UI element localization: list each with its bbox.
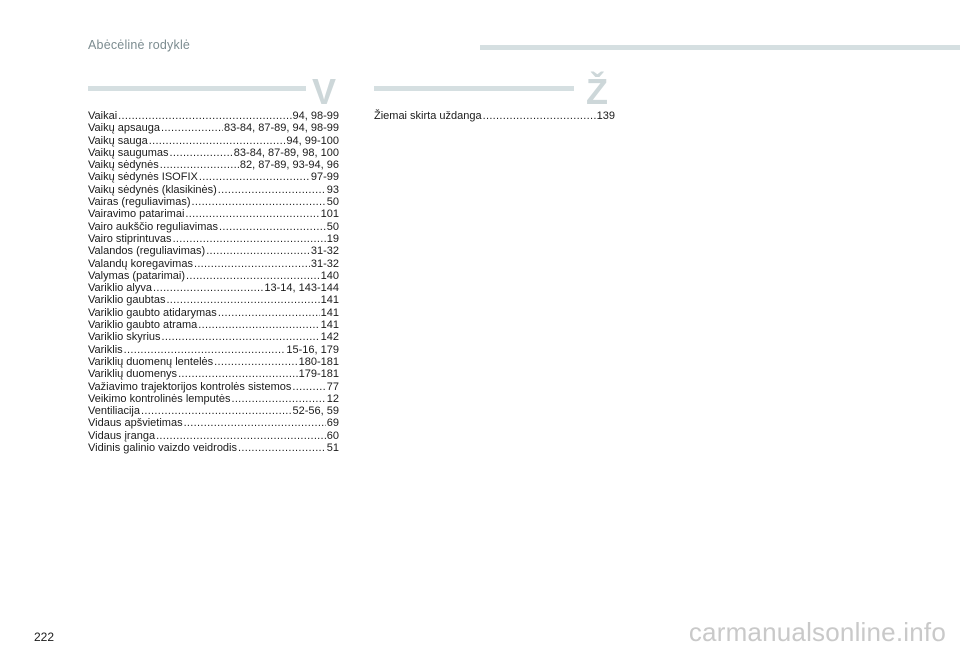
index-entry bbox=[88, 245, 339, 257]
entry-pages: 97-99 bbox=[310, 171, 339, 184]
index-entry bbox=[88, 381, 339, 393]
entry-pages: 179-181 bbox=[298, 368, 339, 381]
section-z-divider bbox=[374, 86, 574, 91]
dot-leader bbox=[483, 110, 596, 122]
index-entry bbox=[88, 208, 339, 220]
index-entry bbox=[88, 356, 339, 368]
entry-pages: 50 bbox=[326, 220, 339, 233]
dot-leader bbox=[292, 381, 325, 393]
dot-leader bbox=[218, 307, 320, 319]
page-number: 222 bbox=[34, 630, 55, 644]
index-entry bbox=[88, 430, 339, 442]
entry-pages: 15-16, 179 bbox=[286, 343, 339, 356]
dot-leader bbox=[141, 405, 292, 417]
entry-name: Vidinis galinio vaizdo veidrodis bbox=[88, 442, 237, 455]
index-entry bbox=[88, 307, 339, 319]
section-v-divider bbox=[88, 86, 306, 91]
section-v-letter: V bbox=[312, 71, 337, 112]
entry-pages: 139 bbox=[596, 110, 615, 122]
index-entry bbox=[88, 258, 339, 270]
dot-leader bbox=[178, 368, 298, 380]
dot-leader bbox=[185, 208, 319, 220]
entry-name: Vaikai bbox=[88, 110, 118, 122]
entry-pages: 94, 99-100 bbox=[286, 134, 339, 147]
entry-pages: 141 bbox=[320, 306, 339, 319]
entry-pages: 93 bbox=[326, 183, 339, 196]
header-title: Abėcėlinė rodyklė bbox=[88, 38, 191, 52]
entry-name: Vidaus apšvietimas bbox=[88, 417, 183, 430]
entry-pages: 50 bbox=[326, 196, 339, 209]
entry-name: Variklio alyva bbox=[88, 282, 152, 295]
dot-leader bbox=[161, 122, 223, 134]
entry-pages: 180-181 bbox=[298, 355, 339, 368]
index-entry bbox=[88, 184, 339, 196]
entry-pages: 141 bbox=[320, 319, 339, 332]
entry-pages: 69 bbox=[326, 417, 339, 430]
entry-name: Valymas (patarimai) bbox=[88, 269, 185, 282]
entry-pages: 51 bbox=[326, 442, 339, 455]
index-entry bbox=[88, 344, 339, 356]
index-entry bbox=[88, 196, 339, 208]
section-v-entries bbox=[88, 110, 339, 454]
entry-name: Variklio skyrius bbox=[88, 331, 161, 344]
entry-pages: 52-56, 59 bbox=[292, 405, 339, 418]
entry-name: Vaikų sėdynės ISOFIX bbox=[88, 171, 198, 184]
entry-name: Važiavimo trajektorijos kontrolės sistemos bbox=[88, 380, 292, 393]
entry-name: Vairas (reguliavimas) bbox=[88, 196, 191, 209]
index-entry bbox=[88, 122, 339, 134]
entry-pages: 83-84, 87-89, 94, 98-99 bbox=[224, 122, 339, 135]
dot-leader bbox=[219, 221, 326, 233]
entry-name: Variklio gaubto atrama bbox=[88, 319, 198, 332]
index-entry bbox=[374, 110, 615, 122]
entry-pages: 82, 87-89, 93-94, 96 bbox=[239, 159, 339, 172]
dot-leader bbox=[198, 319, 319, 331]
dot-leader bbox=[149, 135, 286, 147]
dot-leader bbox=[166, 294, 319, 306]
entry-name: Variklių duomenų lentelės bbox=[88, 355, 214, 368]
entry-name: Vidaus įranga bbox=[88, 429, 156, 442]
entry-pages: 60 bbox=[326, 429, 339, 442]
index-entry bbox=[88, 405, 339, 417]
entry-name: Vaikų sėdynės bbox=[88, 159, 159, 172]
index-entry bbox=[88, 368, 339, 380]
index-entry bbox=[88, 442, 339, 454]
entry-pages: 94, 98-99 bbox=[292, 110, 339, 122]
dot-leader bbox=[199, 171, 310, 183]
watermark: carmanualsonline.info bbox=[688, 617, 946, 647]
index-entry bbox=[88, 417, 339, 429]
index-entry bbox=[88, 393, 339, 405]
header-divider bbox=[480, 45, 960, 50]
index-entry bbox=[88, 319, 339, 331]
index-entry bbox=[88, 159, 339, 171]
entry-name: Vaikų sėdynės (klasikinės) bbox=[88, 183, 217, 196]
entry-name: Vaikų apsauga bbox=[88, 122, 160, 135]
dot-leader bbox=[118, 110, 291, 122]
entry-pages: 77 bbox=[326, 380, 339, 393]
entry-pages: 13-14, 143-144 bbox=[264, 282, 339, 295]
dot-leader bbox=[192, 196, 326, 208]
entry-pages: 140 bbox=[320, 269, 339, 282]
entry-name: Valandų koregavimas bbox=[88, 257, 193, 270]
dot-leader bbox=[184, 417, 326, 429]
section-z-entries bbox=[374, 110, 615, 122]
entry-pages: 142 bbox=[320, 331, 339, 344]
dot-leader bbox=[153, 282, 263, 294]
entry-name: Variklis bbox=[88, 343, 123, 356]
dot-leader bbox=[162, 331, 320, 343]
entry-pages: 83-84, 87-89, 98, 100 bbox=[233, 146, 339, 159]
entry-pages: 19 bbox=[326, 232, 339, 245]
entry-name: Ventiliacija bbox=[88, 405, 140, 418]
entry-pages: 12 bbox=[326, 392, 339, 405]
dot-leader bbox=[194, 258, 310, 270]
entry-name: Variklių duomenys bbox=[88, 368, 178, 381]
entry-name: Vaikų saugumas bbox=[88, 146, 169, 159]
index-entry bbox=[88, 171, 339, 183]
dot-leader bbox=[231, 393, 325, 405]
entry-pages: 31-32 bbox=[310, 245, 339, 258]
entry-name: Vairo aukščio reguliavimas bbox=[88, 220, 219, 233]
index-entry bbox=[88, 331, 339, 343]
entry-name: Vaikų sauga bbox=[88, 134, 148, 147]
dot-leader bbox=[238, 442, 326, 454]
index-entry bbox=[88, 135, 339, 147]
dot-leader bbox=[124, 344, 286, 356]
dot-leader bbox=[173, 233, 326, 245]
dot-leader bbox=[170, 147, 233, 159]
section-z-letter: Ž bbox=[586, 71, 608, 112]
entry-name: Variklio gaubto atidarymas bbox=[88, 306, 217, 319]
entry-name: Vairo stiprintuvas bbox=[88, 232, 172, 245]
dot-leader bbox=[156, 430, 326, 442]
entry-name: Žiemai skirta uždanga bbox=[374, 110, 482, 122]
index-entry bbox=[88, 221, 339, 233]
entry-name: Veikimo kontrolinės lemputės bbox=[88, 392, 231, 405]
index-entry bbox=[88, 110, 339, 122]
index-entry bbox=[88, 147, 339, 159]
index-entry bbox=[88, 233, 339, 245]
index-entry bbox=[88, 294, 339, 306]
index-entry bbox=[88, 270, 339, 282]
entry-name: Vairavimo patarimai bbox=[88, 208, 185, 221]
entry-name: Valandos (reguliavimas) bbox=[88, 245, 206, 258]
entry-pages: 141 bbox=[320, 294, 339, 307]
entry-pages: 31-32 bbox=[310, 257, 339, 270]
entry-name: Variklio gaubtas bbox=[88, 294, 166, 307]
dot-leader bbox=[206, 245, 310, 257]
dot-leader bbox=[160, 159, 239, 171]
dot-leader bbox=[218, 184, 326, 196]
dot-leader bbox=[186, 270, 320, 282]
index-entry bbox=[88, 282, 339, 294]
dot-leader bbox=[214, 356, 297, 368]
entry-pages: 101 bbox=[320, 208, 339, 221]
